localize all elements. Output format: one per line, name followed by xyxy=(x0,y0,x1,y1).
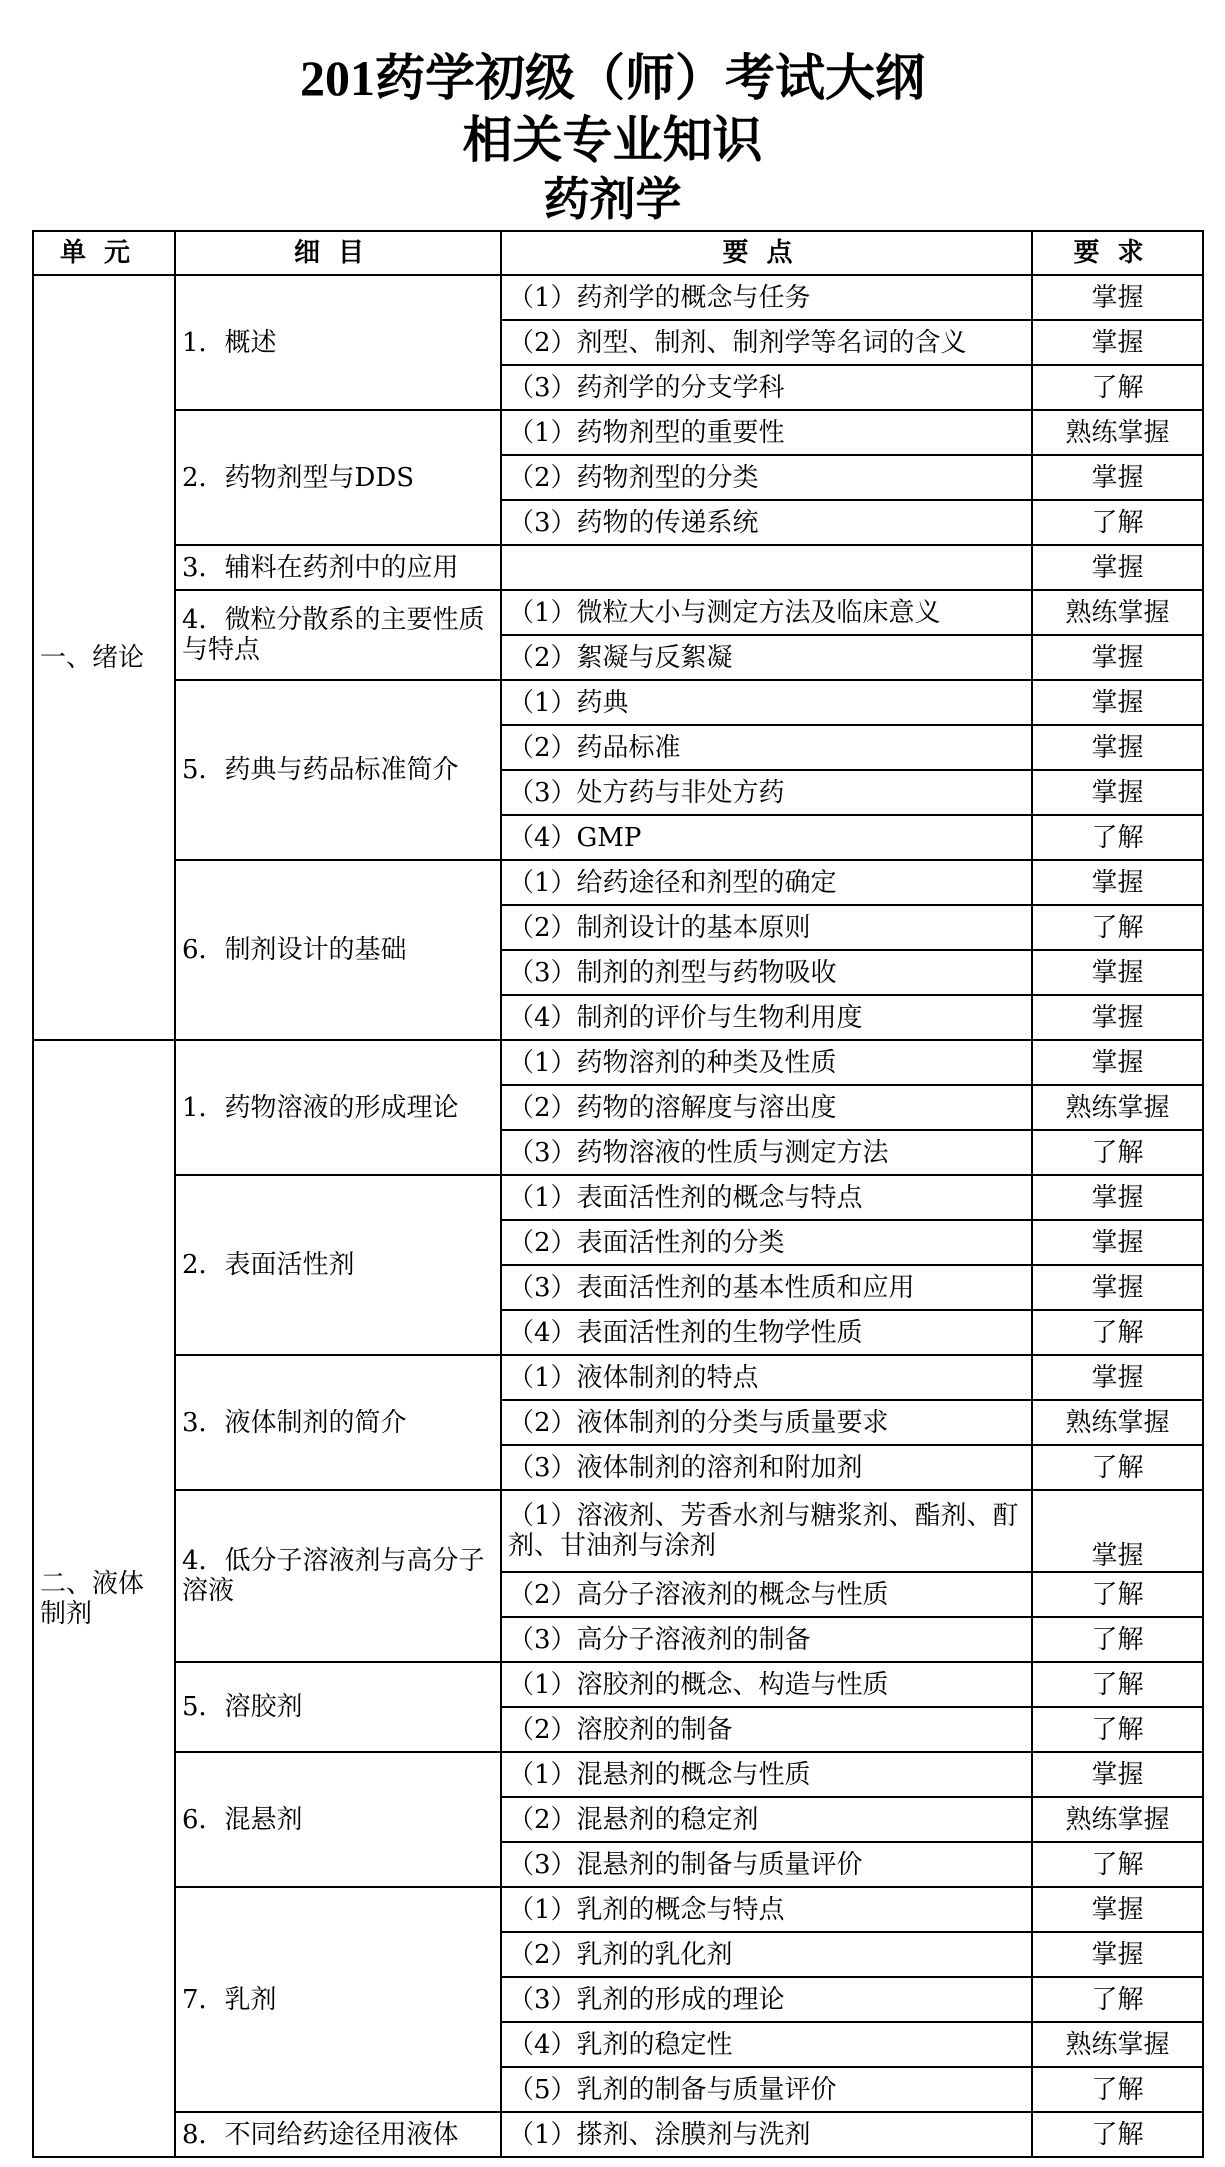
table-row xyxy=(33,860,1203,905)
point-cell: （4）GMP xyxy=(501,815,1032,860)
point-cell: （2）絮凝与反絮凝 xyxy=(501,635,1032,680)
point-cell: （1）溶液剂、芳香水剂与糖浆剂、酯剂、酊剂、甘油剂与涂剂 xyxy=(501,1490,1032,1572)
item-cell: 3．液体制剂的简介 xyxy=(175,1355,501,1490)
requirement-cell: 了解 xyxy=(1032,365,1203,410)
requirement-cell: 熟练掌握 xyxy=(1032,1797,1203,1842)
unit-cell: 二、液体制剂 xyxy=(33,1040,175,2157)
requirement-cell: 了解 xyxy=(1032,2112,1203,2157)
requirement-cell: 掌握 xyxy=(1032,635,1203,680)
requirement-cell: 熟练掌握 xyxy=(1032,1400,1203,1445)
point-cell: （2）剂型、制剂、制剂学等名词的含义 xyxy=(501,320,1032,365)
requirement-cell: 了解 xyxy=(1032,1445,1203,1490)
point-cell: （3）制剂的剂型与药物吸收 xyxy=(501,950,1032,995)
point-cell: （1）给药途径和剂型的确定 xyxy=(501,860,1032,905)
header-item: 细目 xyxy=(175,231,501,275)
item-cell: 5．药典与药品标准简介 xyxy=(175,680,501,860)
point-cell: （1）药剂学的概念与任务 xyxy=(501,275,1032,320)
item-cell: 8．不同给药途径用液体 xyxy=(175,2112,501,2157)
item-cell: 5．溶胶剂 xyxy=(175,1662,501,1752)
item-cell: 6．制剂设计的基础 xyxy=(175,860,501,1040)
unit-cell: 一、绪论 xyxy=(33,275,175,1040)
item-cell: 6．混悬剂 xyxy=(175,1752,501,1887)
table-row xyxy=(33,1662,1203,1707)
requirement-cell: 掌握 xyxy=(1032,1752,1203,1797)
point-cell: （1）微粒大小与测定方法及临床意义 xyxy=(501,590,1032,635)
table-row xyxy=(33,1175,1203,1220)
requirement-cell: 了解 xyxy=(1032,2067,1203,2112)
requirement-cell: 掌握 xyxy=(1032,770,1203,815)
item-cell: 4．低分子溶液剂与高分子溶液 xyxy=(175,1490,501,1662)
requirement-cell: 了解 xyxy=(1032,1572,1203,1617)
table-row xyxy=(33,1490,1203,1572)
point-cell: （2）混悬剂的稳定剂 xyxy=(501,1797,1032,1842)
point-cell: （3）表面活性剂的基本性质和应用 xyxy=(501,1265,1032,1310)
requirement-cell: 熟练掌握 xyxy=(1032,2022,1203,2067)
point-cell: （2）药物的溶解度与溶出度 xyxy=(501,1085,1032,1130)
requirement-cell: 了解 xyxy=(1032,1310,1203,1355)
requirement-cell: 掌握 xyxy=(1032,1887,1203,1932)
point-cell: （3）处方药与非处方药 xyxy=(501,770,1032,815)
point-cell: （1）溶胶剂的概念、构造与性质 xyxy=(501,1662,1032,1707)
requirement-cell: 掌握 xyxy=(1032,1040,1203,1085)
point-cell: （1）混悬剂的概念与性质 xyxy=(501,1752,1032,1797)
requirement-cell: 掌握 xyxy=(1032,1490,1203,1572)
requirement-cell: 掌握 xyxy=(1032,950,1203,995)
point-cell: （2）高分子溶液剂的概念与性质 xyxy=(501,1572,1032,1617)
point-cell: （2）药品标准 xyxy=(501,725,1032,770)
requirement-cell: 掌握 xyxy=(1032,680,1203,725)
point-cell: （1）液体制剂的特点 xyxy=(501,1355,1032,1400)
item-cell: 1．概述 xyxy=(175,275,501,410)
requirement-cell: 掌握 xyxy=(1032,1265,1203,1310)
point-cell: （3）混悬剂的制备与质量评价 xyxy=(501,1842,1032,1887)
header-point: 要点 xyxy=(501,231,1032,275)
point-cell: （2）溶胶剂的制备 xyxy=(501,1707,1032,1752)
table-row xyxy=(33,1355,1203,1400)
table-row xyxy=(33,275,1203,320)
header-unit: 单元 xyxy=(33,231,175,275)
requirement-cell: 了解 xyxy=(1032,1842,1203,1887)
point-cell: （1）表面活性剂的概念与特点 xyxy=(501,1175,1032,1220)
point-cell: （1）药典 xyxy=(501,680,1032,725)
table-row xyxy=(33,1752,1203,1797)
requirement-cell: 了解 xyxy=(1032,1662,1203,1707)
point-cell: （1）药物剂型的重要性 xyxy=(501,410,1032,455)
requirement-cell: 掌握 xyxy=(1032,725,1203,770)
table-row xyxy=(33,680,1203,725)
header-requirement: 要求 xyxy=(1032,231,1203,275)
point-cell: （3）药剂学的分支学科 xyxy=(501,365,1032,410)
requirement-cell: 了解 xyxy=(1032,815,1203,860)
point-cell: （2）液体制剂的分类与质量要求 xyxy=(501,1400,1032,1445)
point-cell: （2）表面活性剂的分类 xyxy=(501,1220,1032,1265)
point-cell: （3）药物溶液的性质与测定方法 xyxy=(501,1130,1032,1175)
syllabus-table xyxy=(32,230,1204,2158)
table-body xyxy=(33,275,1203,2157)
point-cell: （3）高分子溶液剂的制备 xyxy=(501,1617,1032,1662)
requirement-cell: 掌握 xyxy=(1032,1175,1203,1220)
table-header-row xyxy=(33,231,1203,275)
table-row xyxy=(33,1887,1203,1932)
requirement-cell: 掌握 xyxy=(1032,995,1203,1040)
table-row xyxy=(33,1040,1203,1085)
table-row xyxy=(33,410,1203,455)
table-row xyxy=(33,545,1203,590)
table-row xyxy=(33,590,1203,635)
item-cell: 1．药物溶液的形成理论 xyxy=(175,1040,501,1175)
requirement-cell: 掌握 xyxy=(1032,320,1203,365)
point-cell: （1）搽剂、涂膜剂与洗剂 xyxy=(501,2112,1032,2157)
requirement-cell: 了解 xyxy=(1032,1707,1203,1752)
requirement-cell: 了解 xyxy=(1032,500,1203,545)
point-cell: （3）乳剂的形成的理论 xyxy=(501,1977,1032,2022)
point-cell: （3）药物的传递系统 xyxy=(501,500,1032,545)
requirement-cell: 掌握 xyxy=(1032,545,1203,590)
requirement-cell: 了解 xyxy=(1032,905,1203,950)
point-cell: （3）液体制剂的溶剂和附加剂 xyxy=(501,1445,1032,1490)
document-title: 201药学初级（师）考试大纲 xyxy=(300,50,925,106)
item-cell: 7．乳剂 xyxy=(175,1887,501,2112)
point-cell: （4）制剂的评价与生物利用度 xyxy=(501,995,1032,1040)
requirement-cell: 掌握 xyxy=(1032,275,1203,320)
point-cell: （4）乳剂的稳定性 xyxy=(501,2022,1032,2067)
point-cell: （5）乳剂的制备与质量评价 xyxy=(501,2067,1032,2112)
point-cell: （2）药物剂型的分类 xyxy=(501,455,1032,500)
point-cell xyxy=(501,545,1032,590)
document-subtitle: 相关专业知识 xyxy=(462,112,763,168)
requirement-cell: 掌握 xyxy=(1032,455,1203,500)
point-cell: （1）药物溶剂的种类及性质 xyxy=(501,1040,1032,1085)
item-cell: 2．表面活性剂 xyxy=(175,1175,501,1355)
item-cell: 2．药物剂型与DDS xyxy=(175,410,501,545)
point-cell: （2）制剂设计的基本原则 xyxy=(501,905,1032,950)
requirement-cell: 熟练掌握 xyxy=(1032,590,1203,635)
requirement-cell: 掌握 xyxy=(1032,1355,1203,1400)
requirement-cell: 了解 xyxy=(1032,1617,1203,1662)
requirement-cell: 掌握 xyxy=(1032,1220,1203,1265)
table-row xyxy=(33,2112,1203,2157)
requirement-cell: 掌握 xyxy=(1032,1932,1203,1977)
subject-title: 药剂学 xyxy=(543,174,682,225)
item-cell: 3．辅料在药剂中的应用 xyxy=(175,545,501,590)
requirement-cell: 了解 xyxy=(1032,1130,1203,1175)
requirement-cell: 了解 xyxy=(1032,1977,1203,2022)
point-cell: （2）乳剂的乳化剂 xyxy=(501,1932,1032,1977)
point-cell: （4）表面活性剂的生物学性质 xyxy=(501,1310,1032,1355)
requirement-cell: 掌握 xyxy=(1032,860,1203,905)
item-cell: 4．微粒分散系的主要性质与特点 xyxy=(175,590,501,680)
requirement-cell: 熟练掌握 xyxy=(1032,410,1203,455)
requirement-cell: 熟练掌握 xyxy=(1032,1085,1203,1130)
point-cell: （1）乳剂的概念与特点 xyxy=(501,1887,1032,1932)
